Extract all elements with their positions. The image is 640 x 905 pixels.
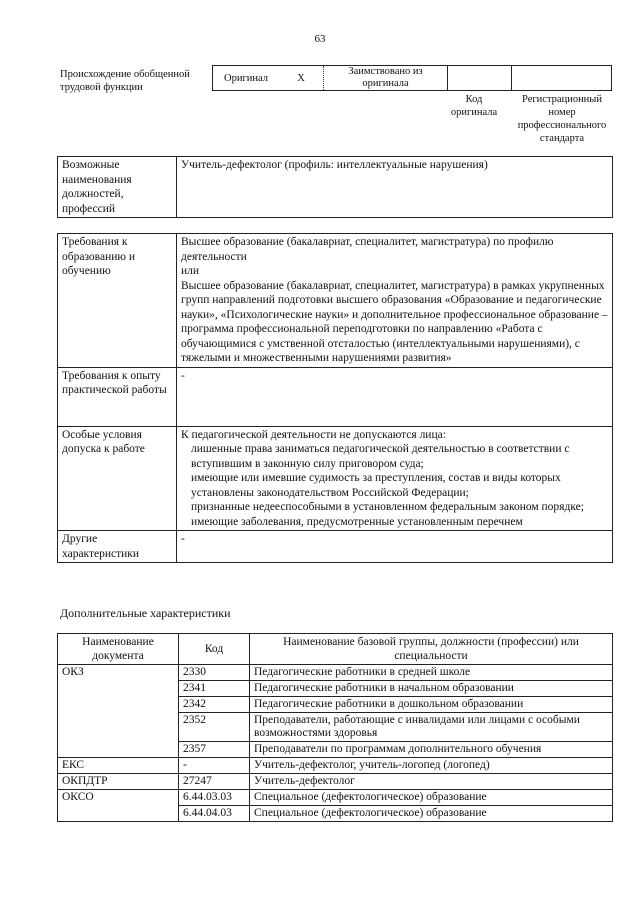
code-cell: 2330	[179, 665, 250, 681]
name-cell: Учитель-дефектолог, учитель-логопед (логопед)	[250, 758, 613, 774]
name-cell: Педагогические работники в начальном образовании	[250, 681, 613, 697]
positions-value: Учитель-дефектолог (профиль: интеллектуальные нарушения)	[177, 157, 613, 218]
origin-label: Происхождение обобщенной трудовой функции	[60, 69, 190, 93]
header-document: Наименование документа	[58, 634, 179, 665]
experience-label: Требования к опыту практической работы	[58, 367, 177, 426]
header-code: Код	[179, 634, 250, 665]
education-line: Высшее образование (бакалавриат, специалитет, магистратура) по профилю деятельности	[181, 236, 554, 263]
name-cell: Учитель-дефектолог	[250, 774, 613, 790]
education-line: Высшее образование (бакалавриат, специалитет, магистратура) в рамках укрупненных групп направлений подготовки высшего образования «Образование и педагогические науки», «Психологические науки» и дополнительное профессиональное образование – программа профессиональной переподготовки по направлению «Работа с обучающимися с умственной отсталостью (интеллектуальными нарушениями), с тяжелыми и множественными нарушениями развития»	[181, 279, 608, 364]
education-value	[177, 234, 613, 368]
code-cell: 2342	[179, 697, 250, 713]
doc-okpdtr: ОКПДТР	[58, 774, 179, 790]
name-cell: Педагогические работники в дошкольном образовании	[250, 697, 613, 713]
table-header-row	[58, 634, 613, 665]
table-row	[58, 426, 613, 531]
table-row	[58, 665, 613, 681]
code-cell: 2341	[179, 681, 250, 697]
admission-item: имеющие или имевшие судимость за преступления, состав и виды которых установлены законодательством Российской Федерации;	[191, 472, 561, 499]
table-row	[58, 367, 613, 426]
positions-label: Возможные наименования должностей, профессий	[58, 157, 177, 218]
education-label: Требования к образованию и обучению	[58, 234, 177, 368]
origin-code-cell	[447, 66, 511, 90]
admission-item: признанные недееспособными в установленном федеральным законом порядке;	[191, 501, 584, 513]
extra-table	[57, 633, 613, 822]
name-cell: Педагогические работники в средней школе	[250, 665, 613, 681]
code-cell: 2357	[179, 742, 250, 758]
origin-mark: X	[297, 72, 305, 84]
page-number: 63	[314, 33, 326, 45]
other-label: Другие характеристики	[58, 531, 177, 563]
admission-item: имеющие заболевания, предусмотренные установленным перечнем	[191, 515, 523, 528]
origin-reg-cell	[511, 66, 613, 90]
table-row	[58, 531, 613, 563]
code-cell: 2352	[179, 713, 250, 742]
name-cell: Преподаватели по программам дополнительного обучения	[250, 742, 613, 758]
table-row	[58, 790, 613, 806]
table-row	[58, 758, 613, 774]
experience-value: -	[177, 367, 613, 426]
name-cell: Специальное (дефектологическое) образование	[250, 790, 613, 806]
doc-okz: ОКЗ	[58, 665, 179, 758]
admission-value	[177, 426, 613, 531]
header-name: Наименование базовой группы, должности (профессии) или специальности	[250, 634, 613, 665]
code-cell: 6.44.04.03	[179, 806, 250, 822]
reg-caption: Регистрационный номер профессионального стандарта	[517, 94, 607, 144]
origin-box	[212, 65, 612, 91]
code-caption: Код оригинала	[450, 94, 498, 118]
code-cell: 27247	[179, 774, 250, 790]
code-cell: 6.44.03.03	[179, 790, 250, 806]
name-cell: Специальное (дефектологическое) образование	[250, 806, 613, 822]
origin-borrowed: Заимствовано из оригинала	[323, 66, 447, 90]
admission-label: Особые условия допуска к работе	[58, 426, 177, 531]
requirements-table	[57, 233, 613, 563]
education-line: или	[181, 265, 200, 277]
other-value: -	[177, 531, 613, 563]
doc-eks: ЕКС	[58, 758, 179, 774]
table-row	[58, 157, 613, 218]
origin-original: Оригинал	[224, 72, 268, 84]
doc-okso: ОКСО	[58, 790, 179, 822]
table-row	[58, 774, 613, 790]
code-cell: -	[179, 758, 250, 774]
name-cell: Преподаватели, работающие с инвалидами или лицами с особыми возможностями здоровья	[250, 713, 613, 742]
admission-intro: К педагогической деятельности не допускаются лица:	[181, 428, 446, 441]
table-row	[58, 234, 613, 368]
positions-table	[57, 156, 613, 218]
admission-item: лишенные права заниматься педагогической деятельностью в соответствии с вступившим в законную силу приговором суда;	[191, 443, 570, 470]
extra-section-title: Дополнительные характеристики	[60, 606, 231, 620]
